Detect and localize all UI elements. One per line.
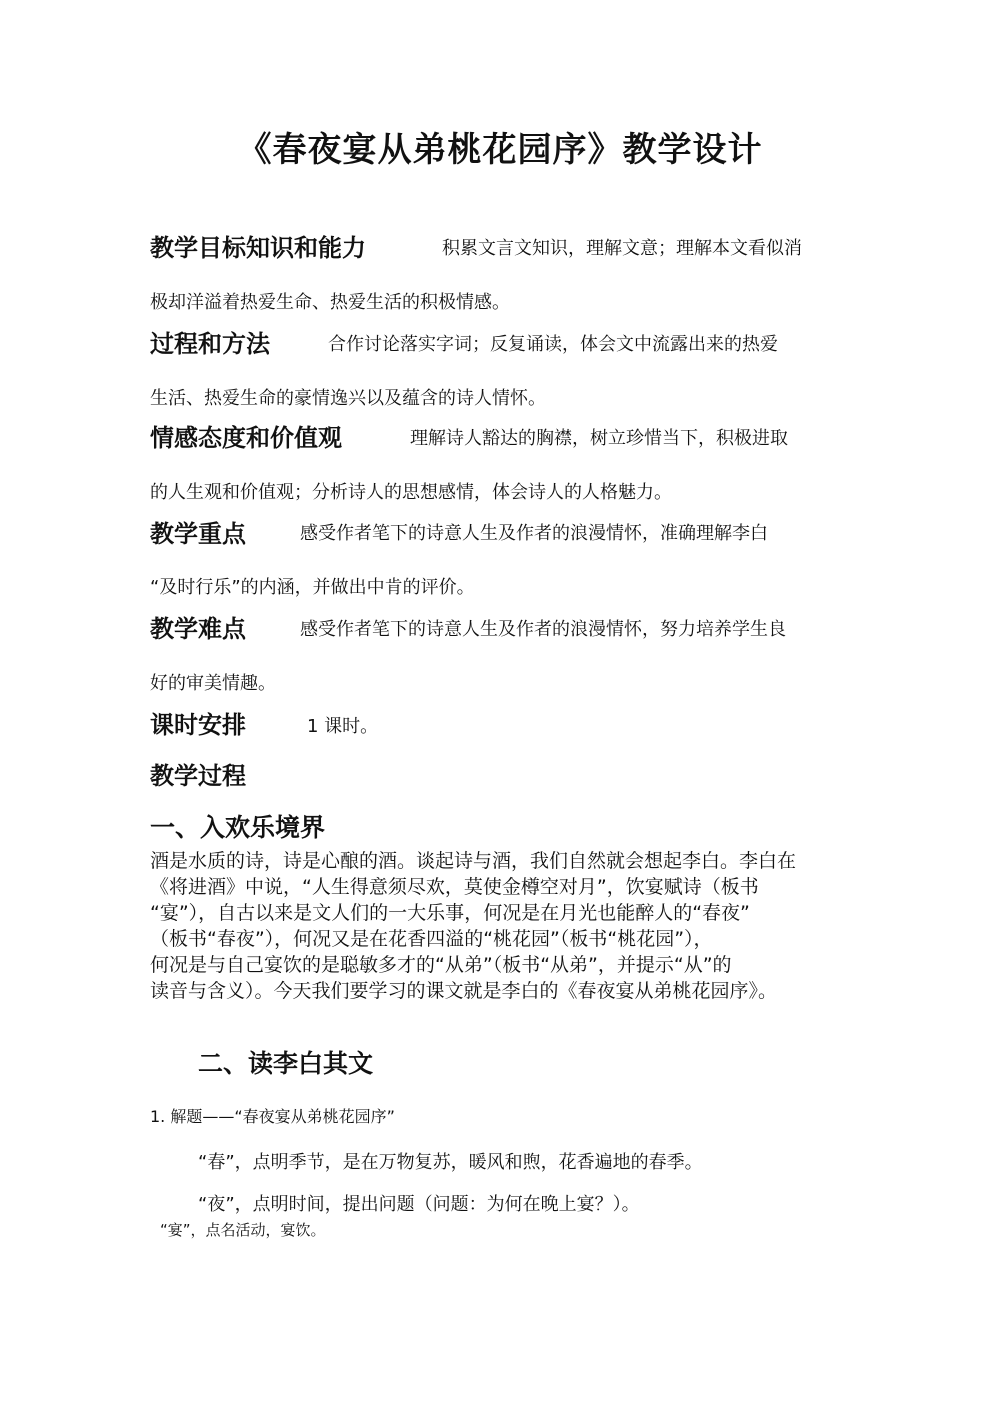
section2-heading: 二、读李白其文 xyxy=(198,1049,374,1078)
emotion-heading: 情感态度和价值观 xyxy=(150,424,342,452)
objectives-heading: 教学目标知识和能力 xyxy=(150,234,366,262)
teaching-process-heading: 教学过程 xyxy=(150,762,246,790)
section1-line: （板书“春夜”），何况又是在花香四溢的“桃花园”（板书“桃花园”）， xyxy=(150,928,713,950)
process-method-heading: 过程和方法 xyxy=(150,330,270,358)
section1-line: 何况是与自己宴饮的是聪敏多才的“从弟”（板书“从弟”，并提示“从”的 xyxy=(150,954,732,976)
objectives-text-line1: 积累文言文知识，理解文意；理解本文看似消 xyxy=(442,238,802,259)
schedule-heading: 课时安排 xyxy=(150,711,246,739)
difficulties-heading: 教学难点 xyxy=(150,615,246,643)
section1-heading: 一、入欢乐境界 xyxy=(150,813,326,842)
key-points-text-line2: “及时行乐”的内涵，并做出中肯的评价。 xyxy=(150,577,475,598)
key-points-text-line1: 感受作者笔下的诗意人生及作者的浪漫情怀，准确理解李白 xyxy=(300,523,768,544)
process-method-text-line2: 生活、热爱生命的豪情逸兴以及蕴含的诗人情怀。 xyxy=(150,388,546,409)
section2-item1: 1. 解题——“春夜宴从弟桃花园序” xyxy=(150,1107,395,1126)
key-points-heading: 教学重点 xyxy=(150,520,246,548)
section2-feast: “宴”，点名活动，宴饮。 xyxy=(160,1221,326,1239)
difficulties-text-line2: 好的审美情趣。 xyxy=(150,673,276,694)
section1-line: “宴”），自古以来是文人们的一大乐事，何况是在月光也能醉人的“春夜” xyxy=(150,902,750,924)
section1-line: 酒是水质的诗，诗是心酿的酒。谈起诗与酒，我们自然就会想起李白。李白在 xyxy=(150,850,797,872)
emotion-text-line2: 的人生观和价值观；分析诗人的思想感情，体会诗人的人格魅力。 xyxy=(150,482,672,503)
process-method-text-line1: 合作讨论落实字词；反复诵读，体会文中流露出来的热爱 xyxy=(328,334,778,355)
difficulties-text-line1: 感受作者笔下的诗意人生及作者的浪漫情怀，努力培养学生良 xyxy=(300,619,786,640)
emotion-text-line1: 理解诗人豁达的胸襟，树立珍惜当下，积极进取 xyxy=(410,428,788,449)
section1-paragraph xyxy=(150,848,850,1004)
section2-spring: “春”，点明季节，是在万物复苏，暖风和煦，花香遍地的春季。 xyxy=(198,1152,703,1173)
objectives-text-line2: 极却洋溢着热爱生命、热爱生活的积极情感。 xyxy=(150,292,510,313)
section1-line: 《将进酒》中说，“人生得意须尽欢，莫使金樽空对月”，饮宴赋诗（板书 xyxy=(150,876,759,898)
section1-line: 读音与含义）。今天我们要学习的课文就是李白的《春夜宴从弟桃花园序》。 xyxy=(150,980,778,1002)
schedule-value: 1 课时。 xyxy=(307,716,379,737)
section2-night: “夜”，点明时间，提出问题（问题：为何在晚上宴？）。 xyxy=(198,1194,640,1215)
document-title: 《春夜宴从弟桃花园序》教学设计 xyxy=(237,130,763,170)
